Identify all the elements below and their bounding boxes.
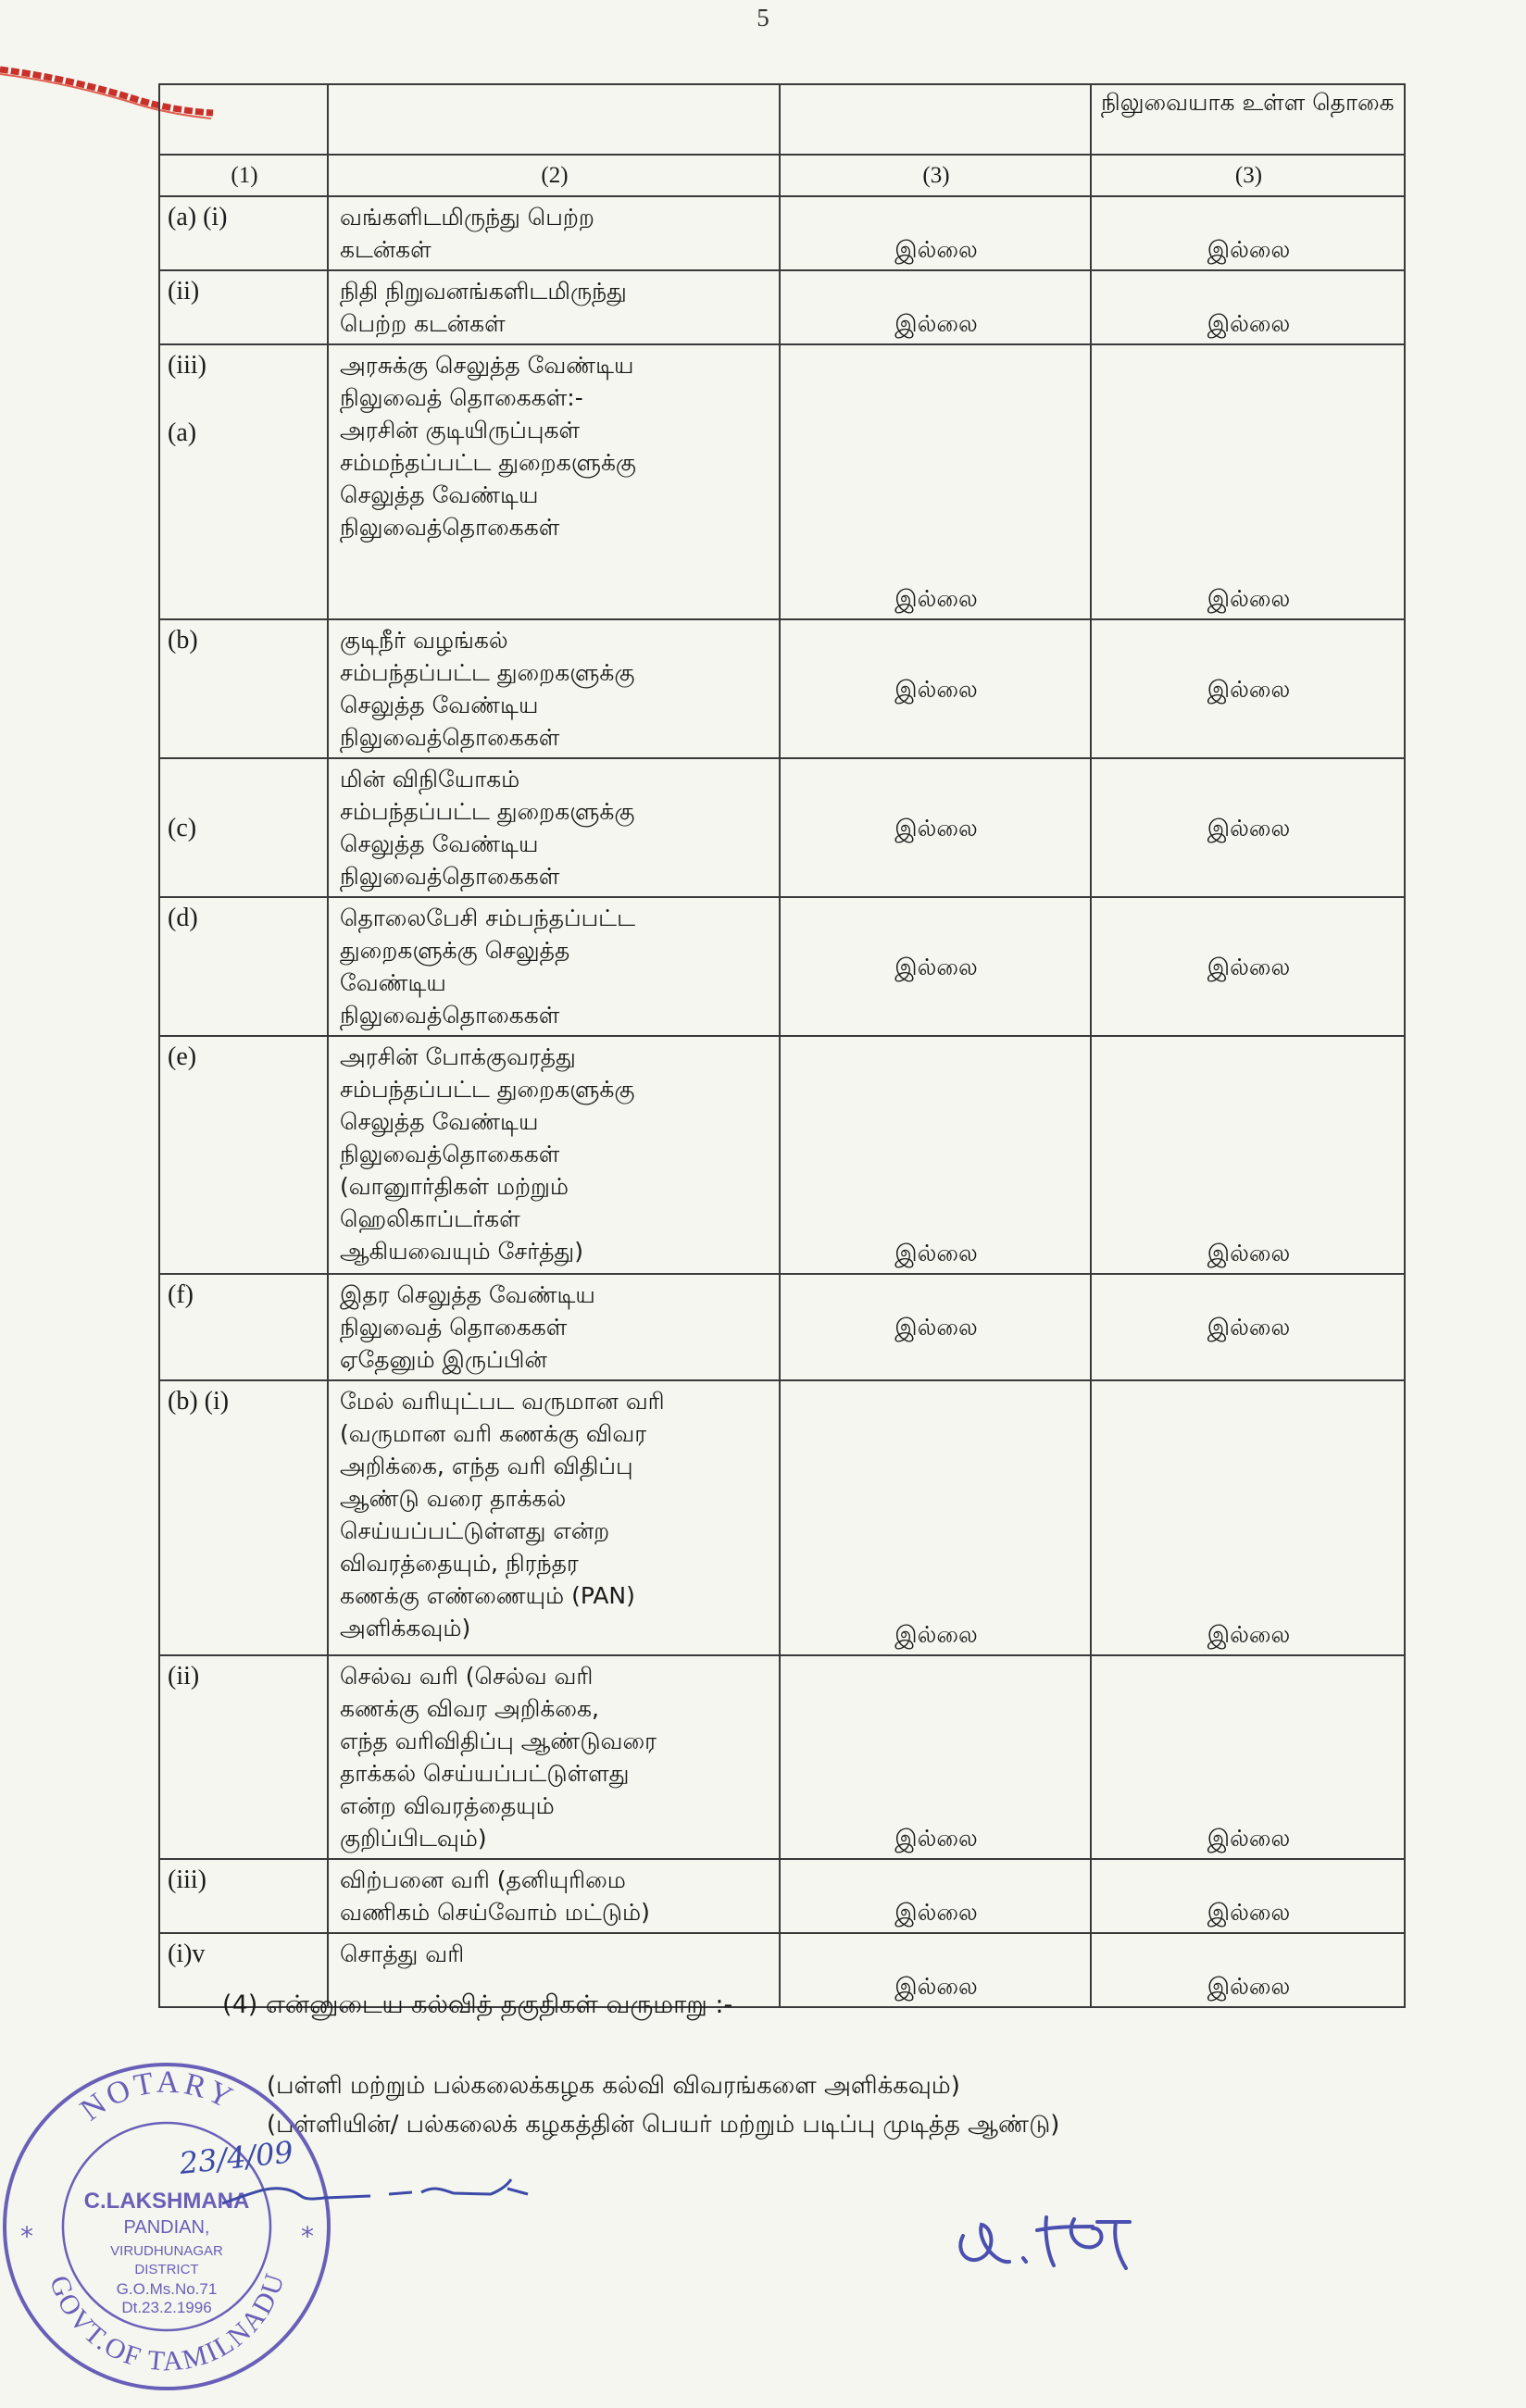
value-cell-col3 [780,1036,1091,1274]
description-line: இதர செலுத்த வேண்டிய [340,1281,595,1308]
value-cell-col4 [1091,344,1405,619]
description-line: ஆகியவையும் சேர்த்து) [340,1238,583,1265]
description-line: சம்பந்தப்பட்ட துறைகளுக்கு [340,798,635,825]
description-line: செய்யப்பட்டுள்ளது என்ற [340,1517,610,1544]
row-label: (ii) [168,1662,200,1691]
row-description-cell [328,758,780,897]
value-cell-col3 [780,1933,1091,2007]
section-4-note-2: (பள்ளியின்/ பல்கலைக் கழகத்தின் பெயர் மற்றும் படிப்பு முடித்த ஆண்டு) [267,2111,1060,2139]
value-text: இல்லை [894,1825,978,1852]
value-text: இல்லை [1207,310,1291,337]
value-cell-col3 [780,1380,1091,1655]
description-line: துறைகளுக்கு செலுத்த [340,937,570,964]
description-line: தொலைபேசி சம்பந்தப்பட்ட [340,905,635,931]
col-number-1: (1) [159,155,328,196]
handwritten-date: 23/4/09 [177,2134,295,2181]
row-label: (e) [168,1042,197,1071]
notary-signature [213,2102,546,2213]
description-line: (வானுார்திகள் மற்றும் [340,1173,569,1200]
description-line: செலுத்த வேண்டிய [340,1108,539,1135]
row-label-cell [159,1655,328,1859]
description-line: நிலுவைத்தொகைகள் [340,1002,560,1029]
value-text: இல்லை [1207,1973,1291,2000]
description-line: அளிக்கவும்) [340,1615,471,1641]
row-sublabel: (a) [168,418,197,447]
description-line: கணக்கு விவர அறிக்கை, [340,1695,599,1722]
description-line [340,543,769,576]
page-number: 5 [757,4,769,31]
row-description-cell [328,1036,780,1274]
value-cell-col3 [780,619,1091,758]
seal-bottom-text: GOVT.OF TAMILNADU [43,2268,292,2377]
description-line: நிலுவைத்தொகைகள் [340,514,560,541]
value-text: இல்லை [894,1240,978,1266]
row-description-cell [328,270,780,344]
description-line: ஏதேனும் இருப்பின் [340,1346,547,1373]
value-text: இல்லை [1207,675,1291,703]
description-line: சம்பந்தப்பட்ட துறைகளுக்கு [340,1076,635,1103]
description-line: ஹெலிகாப்டர்கள் [340,1205,520,1232]
value-cell-col4 [1091,1036,1405,1274]
row-label-cell [159,1859,328,1933]
value-cell-col4 [1091,1380,1405,1655]
row-label: (b) (i) [168,1387,230,1416]
table-row [159,196,1405,270]
value-text: இல்லை [894,310,978,337]
top-header-cell-2 [328,84,780,155]
description-line: எந்த வரிவிதிப்பு ஆண்டுவரை [340,1728,657,1754]
description-line: கடன்கள் [340,236,432,263]
value-cell-col4 [1091,1933,1405,2007]
row-label: (i)v [168,1940,206,1968]
value-text: இல்லை [1207,1621,1291,1648]
value-text: இல்லை [1207,814,1291,842]
value-cell-col3 [780,1655,1091,1859]
value-cell-col4 [1091,270,1405,344]
row-description-cell [328,196,780,270]
description-line: நிலுவைத்தொகைகள் [340,724,560,751]
column-number-row [159,155,1405,196]
value-cell-col3 [780,1274,1091,1380]
seal-top-text: NOTARY [74,2065,242,2128]
table-top-header-row [159,84,1405,155]
top-header-cell-1 [159,84,328,155]
row-description-cell [328,897,780,1036]
row-label: (ii) [168,277,200,306]
value-text: இல்லை [894,1621,978,1648]
seal-go-number: G.O.Ms.No.71 [116,2280,218,2298]
seal-star-left: * [20,2221,33,2252]
description-line: விவரத்தையும், நிரந்தர [340,1550,579,1577]
row-label-cell [159,619,328,758]
value-text: இல்லை [894,675,978,703]
description-line: மேல் வரியுட்பட வருமான வரி [340,1388,665,1415]
table-row [159,1274,1405,1380]
row-label: (iii) [168,351,206,380]
row-description-cell [328,1274,780,1380]
row-description-cell [328,344,780,619]
value-cell-col4 [1091,196,1405,270]
row-label: (b) [168,626,198,655]
description-line: பெற்ற கடன்கள் [340,310,506,337]
value-text: இல்லை [894,236,978,263]
col-number-3: (3) [780,155,1091,196]
value-text: இல்லை [894,1973,978,2000]
description-line: வணிகம் செய்வோம் மட்டும்) [340,1899,650,1926]
row-description-cell [328,1859,780,1933]
value-cell-col3 [780,1859,1091,1933]
description-line: கணக்கு எண்ணையும் (PAN) [340,1582,635,1609]
description-line: செலுத்த வேண்டிய [340,481,539,508]
top-header-cell-3 [780,84,1091,155]
row-label-cell [159,1274,328,1380]
section-4-heading: (4) என்னுடைய கல்வித் தகுதிகள் வருமாறு :- [222,1990,733,2019]
value-text: இல்லை [894,1899,978,1926]
value-text: இல்லை [894,953,978,980]
value-cell-col3 [780,897,1091,1036]
row-label: (a) (i) [168,203,228,231]
row-label: (d) [168,904,198,932]
col-number-2: (2) [328,155,780,196]
description-line: நிலுவைத்தொகைகள் [340,863,560,890]
description-line: சொத்து வரி [340,1940,465,1967]
description-line: வேண்டிய [340,969,446,996]
row-label: (f) [168,1280,194,1309]
table-row [159,1655,1405,1859]
description-line: குறிப்பிடவும்) [340,1825,487,1852]
row-description-cell [328,1655,780,1859]
row-label-cell [159,344,328,619]
value-cell-col3 [780,270,1091,344]
col-number-4: (3) [1091,155,1405,196]
table-row [159,1380,1405,1655]
table-row [159,758,1405,897]
value-cell-col4 [1091,1655,1405,1859]
row-label-cell [159,758,328,897]
row-label-cell [159,1036,328,1274]
description-line: தாக்கல் செய்யப்பட்டுள்ளது [340,1760,630,1787]
row-description-cell [328,619,780,758]
value-cell-col4 [1091,758,1405,897]
value-cell-col4 [1091,897,1405,1036]
description-line: ஆண்டு வரை தாக்கல் [340,1485,567,1512]
seal-district-1: VIRUDHUNAGAR [110,2243,223,2259]
row-label: (iii) [168,1865,206,1894]
description-line: குடிநீர் வழங்கல் [340,627,508,654]
value-cell-col3 [780,344,1091,619]
value-text: இல்லை [894,814,978,842]
value-text: இல்லை [1207,1240,1291,1266]
notary-seal [0,2037,333,2402]
seal-district-2: DISTRICT [134,2262,199,2277]
value-text: இல்லை [1207,1899,1291,1926]
row-description-cell [328,1380,780,1655]
row-label-cell [159,270,328,344]
table-row [159,897,1405,1036]
description-line: வங்களிடமிருந்து பெற்ற [340,204,594,231]
value-text: இல்லை [1207,1314,1291,1341]
description-line: நிதி நிறுவனங்களிடமிருந்து [340,278,627,305]
description-line: என்ற விவரத்தையும் [340,1792,555,1819]
value-text: இல்லை [894,1314,978,1341]
description-line: அரசின் குடியிருப்புகள் [340,417,581,443]
description-line: நிலுவைத்தொகைகள் [340,1141,560,1167]
description-line: செலுத்த வேண்டிய [340,830,539,857]
description-line: மின் விநியோகம் [340,766,520,792]
header-outstanding-amount: நிலுவையாக உள்ள தொகை [1101,89,1395,116]
value-text: இல்லை [1207,236,1291,263]
table-row [159,1036,1405,1274]
value-text: இல்லை [894,585,978,612]
value-cell-col3 [780,758,1091,897]
value-cell-col4 [1091,1859,1405,1933]
value-cell-col4 [1091,1274,1405,1380]
section-4-note-1: (பள்ளி மற்றும் பல்கலைக்கழக கல்வி விவரங்களை அளிக்கவும்) [267,2072,960,2100]
value-cell-col3 [780,196,1091,270]
description-line: அரசுக்கு செலுத்த வேண்டிய [340,352,634,379]
top-header-cell-4 [1091,84,1405,155]
value-text: இல்லை [1207,585,1291,612]
seal-name-2: PANDIAN, [123,2217,210,2238]
row-sublabel: (c) [168,813,197,842]
table-row [159,270,1405,344]
dues-table [158,83,1406,2008]
description-line: அரசின் போக்குவரத்து [340,1043,576,1070]
description-line: சம்பந்தப்பட்ட துறைகளுக்கு [340,659,635,686]
row-label-cell [159,1380,328,1655]
description-line: (வருமான வரி கணக்கு விவர [340,1420,647,1447]
table-row [159,1859,1405,1933]
value-cell-col4 [1091,619,1405,758]
description-line: நிலுவைத் தொகைகள்:- [340,384,583,411]
description-line: நிலுவைத் தொகைகள் [340,1314,568,1341]
table-row [159,619,1405,758]
description-line: சம்மந்தப்பட்ட துறைகளுக்கு [340,449,637,476]
table-row [159,344,1405,619]
seal-go-date: Dt.23.2.1996 [121,2299,212,2316]
value-text: இல்லை [1207,1825,1291,1852]
seal-name-1: C.LAKSHMANA [83,2189,250,2214]
description-line: அறிக்கை, எந்த வரி விதிப்பு [340,1453,633,1479]
description-line: செல்வ வரி (செல்வ வரி [340,1663,594,1690]
row-label-cell [159,897,328,1036]
description-line: விற்பனை வரி (தனியுரிமை [340,1866,626,1893]
applicant-signature [944,2199,1148,2282]
description-line: செலுத்த வேண்டிய [340,692,539,718]
row-label-cell [159,196,328,270]
value-text: இல்லை [1207,953,1291,980]
seal-star-right: * [301,2221,314,2252]
